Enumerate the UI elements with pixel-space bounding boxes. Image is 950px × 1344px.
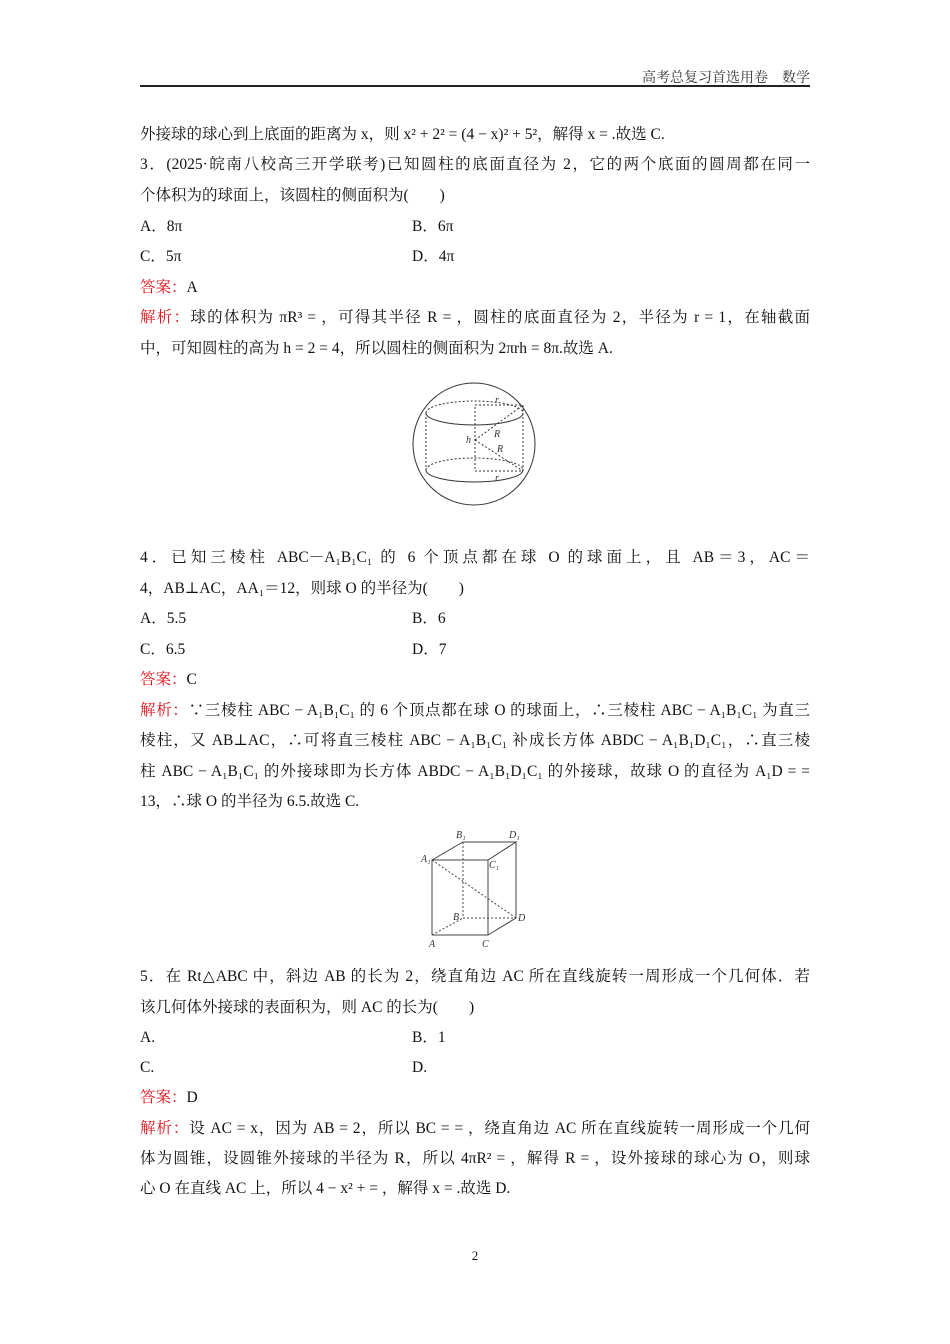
answer-value: D <box>186 1089 198 1106</box>
q4-analysis-line <box>140 701 810 721</box>
label-A: A <box>429 939 436 950</box>
q4-answer <box>140 670 810 690</box>
label-R-upper: R <box>494 429 501 440</box>
answer-value: A <box>186 279 198 296</box>
label-C1: C₁ <box>489 860 500 871</box>
analysis-label: 解析： <box>140 702 189 719</box>
analysis-text: 设 AC = x，因为 AB = 2，所以 BC = = ，绕直角边 AC 所在直线旋转一周形成一个几何 <box>189 1120 810 1137</box>
q5-analysis-line: 体为圆锥，设圆锥外接球的半径为 R，所以 4πR² = ，解得 R = ，设外接球的球心为 O，则球 <box>140 1150 810 1167</box>
running-header: 高考总复习首选用卷 数学 <box>642 71 810 86</box>
q4-option-a: A．5.5 <box>140 610 187 627</box>
q3-stem-line: 个体积为的球面上，该圆柱的侧面积为( ) <box>140 187 445 204</box>
label-C: C <box>482 939 489 950</box>
q5-answer <box>140 1088 810 1108</box>
q4-option-d: D．7 <box>412 641 447 658</box>
sphere-cylinder-figure <box>413 383 535 505</box>
page-number: 2 <box>471 1248 479 1263</box>
label-r-bottom: r <box>495 473 499 484</box>
label-B: B <box>453 912 460 923</box>
q3-option-a: A．8π <box>140 218 183 235</box>
sphere-outline <box>413 383 535 505</box>
q3-option-d: D．4π <box>412 248 455 265</box>
q4-analysis-line: 13，∴球 O 的半径为 6.5.故选 C. <box>140 793 360 810</box>
analysis-text: ∵三棱柱 ABC − A₁B₁C₁ 的 6 个顶点都在球 O 的球面上，∴三棱柱 ABC − A₁B₁C₁ 为直三 <box>188 702 810 719</box>
q4-analysis-line: 棱柱，又 AB⊥AC，∴可将直三棱柱 ABC − A₁B₁C₁ 补成长方体 ABDC − A₁B₁D₁C₁，∴直三棱 <box>140 732 810 749</box>
label-D: D <box>518 913 526 924</box>
q5-stem-line: 该几何体外接球的表面积为，则 AC 的长为( ) <box>140 999 475 1016</box>
q5-option-b: B．1 <box>412 1029 446 1046</box>
answer-label: 答案： <box>140 279 187 296</box>
q2-tail-line: 外接球的球心到上底面的距离为 x，则 x² + 2² = (4 − x)² + 5²，解得 x = .故选 C. <box>140 126 665 143</box>
q4-option-c: C．6.5 <box>140 641 186 658</box>
label-A1: A₁ <box>421 854 431 865</box>
q5-option-a: A. <box>140 1029 156 1046</box>
q4-analysis-line: 柱 ABC − A₁B₁C₁ 的外接球即为长方体 ABDC − A₁B₁D₁C₁ 的外接球，故球 O 的直径为 A₁D = = <box>140 763 810 780</box>
q5-analysis-line: 心 O 在直线 AC 上，所以 4 − x² + = ，解得 x = .故选 D. <box>140 1180 511 1197</box>
label-D1: D₁ <box>509 830 520 841</box>
prism-figure <box>432 842 516 935</box>
q5-option-d: D. <box>412 1059 428 1076</box>
q3-analysis-line: 中，可知圆柱的高为 h = 2 = 4，所以圆柱的侧面积为 2πrh = 8π.故选 A. <box>140 340 613 357</box>
answer-label: 答案： <box>140 671 187 688</box>
q4-stem-line: 4．已知三棱柱 ABC－A₁B₁C₁ 的 6 个顶点都在球 O 的球面上，且 AB＝3，AC＝ <box>140 549 810 566</box>
answer-label: 答案： <box>140 1089 187 1106</box>
q5-option-c: C. <box>140 1059 155 1076</box>
label-B1: B₁ <box>456 830 466 841</box>
label-R-lower: R <box>497 444 504 455</box>
analysis-label: 解析： <box>140 309 191 326</box>
bottom-ellipse-front <box>426 470 523 482</box>
q5-analysis-line <box>140 1119 810 1139</box>
label-r-top: r <box>495 395 499 406</box>
q5-stem-line: 5．在 Rt△ABC 中，斜边 AB 的长为 2，绕直角边 AC 所在直线旋转一周形成一个几何体．若 <box>140 968 810 985</box>
q3-option-c: C．5π <box>140 248 182 265</box>
answer-value: C <box>186 671 197 688</box>
label-h: h <box>466 435 471 446</box>
analysis-label: 解析： <box>140 1120 190 1137</box>
q4-option-b: B．6 <box>412 610 446 627</box>
q4-stem-line: 4，AB⊥AC，AA₁＝12，则球 O 的半径为( ) <box>140 580 464 597</box>
q3-option-b: B．6π <box>412 218 454 235</box>
analysis-text: 球的体积为 πR³ = ，可得其半径 R = ，圆柱的底面直径为 2，半径为 r = 1，在轴截面 <box>190 309 810 326</box>
q3-stem-line: 3．(2025·皖南八校高三开学联考)已知圆柱的底面直径为 2，它的两个底面的圆周都在同一 <box>140 156 810 173</box>
